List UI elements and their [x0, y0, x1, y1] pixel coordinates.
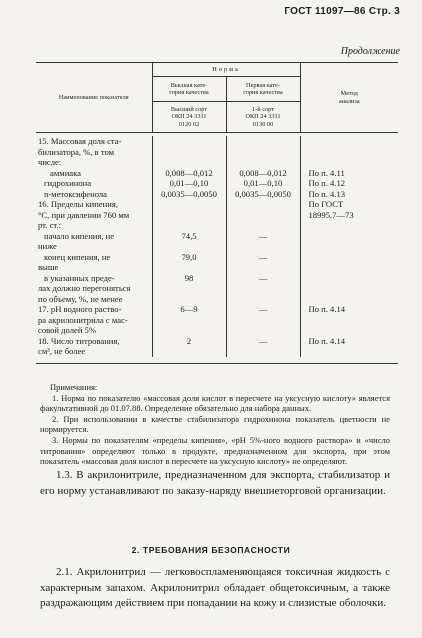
table-row: [36, 157, 398, 168]
cell-norm-first: [226, 241, 300, 252]
cell-norm-first: [226, 199, 300, 210]
cell-norm-highest: [152, 294, 226, 305]
paragraph-2-1: 2.1. Акрилонитрил — легковоспламеняющаяся токсичная жидкость с характерным запахом. Акрилонитрил обладает общетоксичным, а также раздражающим действием при попадании на кожу и слизистые оболочки.: [40, 566, 390, 609]
cell-method: [300, 325, 398, 336]
cell-indicator-name: 17. pH водного раство-: [38, 304, 122, 314]
table-row: [36, 273, 398, 284]
cell-method: [300, 157, 398, 168]
cell-norm-first: —: [226, 252, 300, 263]
grade-highest-okp: Высший сорт ОКП 24 3311 0120 02: [152, 102, 226, 133]
cell-indicator-name: по объему, %, не менее: [38, 293, 123, 304]
cell-method: По п. 4.13: [300, 189, 398, 200]
cell-norm-first: [226, 147, 300, 158]
cell-indicator-name: n-метоксифенола: [44, 188, 107, 199]
table-row: [36, 136, 398, 147]
cell-indicator-name: конец кипения, не: [44, 251, 111, 262]
table-row: [36, 168, 398, 179]
cell-norm-highest: [152, 136, 226, 147]
table-row: [36, 304, 398, 315]
table-row: [36, 147, 398, 158]
cell-indicator-name: гидрохинона: [44, 178, 92, 188]
table-row: [36, 189, 398, 200]
cell-norm-highest: 79,0: [152, 252, 226, 263]
cell-norm-highest: 0,01—0,10: [152, 178, 226, 189]
cell-method: По п. 4.12: [300, 178, 398, 189]
cell-norm-first: [226, 220, 300, 231]
table-row: [36, 210, 398, 221]
section-2-title: 2. ТРЕБОВАНИЯ БЕЗОПАСНОСТИ: [131, 545, 291, 555]
cell-method: По п. 4.14: [300, 336, 398, 347]
cell-indicator-name: ниже: [38, 241, 57, 251]
table-row: [36, 220, 398, 231]
cell-method: [300, 231, 398, 242]
cell-method: [300, 147, 398, 158]
cell-norm-first: —: [226, 231, 300, 242]
note-3: 3. Нормы по показателям «пределы кипения», «pH 5%-ного водного раствора» и «число титрования» определяют только в продукте, предназначенном для экспорта, при этом показатель «массовая доля кислот в пересчете на уксусную кислоту» не определяют.: [40, 434, 390, 467]
cell-indicator-name: выше: [38, 262, 59, 272]
cell-norm-highest: 2: [152, 336, 226, 347]
cell-method: [300, 294, 398, 305]
cell-indicator-name: билизатора, %, в том: [38, 146, 115, 157]
cell-norm-first: 0,01—0,10: [226, 178, 300, 189]
cell-method: [300, 262, 398, 273]
column-header-highest-category: Высшая кате- гория качества: [152, 77, 226, 102]
cell-norm-highest: [152, 199, 226, 210]
table-row: [36, 252, 398, 263]
cell-norm-highest: [152, 220, 226, 231]
note-2: 2. При использовании в качестве стабилизатора гидрохинона показатель цветности не нормируется.: [40, 413, 390, 435]
cell-method: По п. 4.11: [300, 168, 398, 179]
cell-norm-first: [226, 262, 300, 273]
cell-indicator-name: 18. Число титрования,: [38, 335, 120, 346]
cell-indicator-name: ра акрилонитрила с мас-: [38, 314, 128, 325]
table-row: [36, 325, 398, 336]
continuation-label: Продолжение: [340, 46, 400, 57]
cell-norm-highest: [152, 325, 226, 336]
column-header-name: Наименование показателя: [36, 63, 152, 133]
cell-norm-highest: 0,0035—0,0050: [152, 189, 226, 200]
cell-method: [300, 136, 398, 147]
cell-norm-highest: 74,5: [152, 231, 226, 242]
cell-method: [300, 241, 398, 252]
cell-indicator-name: числе:: [38, 157, 62, 167]
cell-norm-highest: [152, 262, 226, 273]
cell-norm-highest: 6—9: [152, 304, 226, 315]
cell-method: [300, 346, 398, 357]
cell-method: [300, 283, 398, 294]
table-row: [36, 283, 398, 294]
note-1: 1. Норма по показателю «массовая доля кислот в пересчете на уксусную кислоту» является факультативной до 01.07.88. Определение обязательно для набора данных.: [40, 392, 390, 414]
cell-method: По ГОСТ: [300, 199, 398, 210]
cell-norm-highest: [152, 210, 226, 221]
column-header-method: Метод анализа: [300, 63, 398, 133]
cell-norm-highest: [152, 157, 226, 168]
notes-title: Примечания:: [50, 382, 98, 392]
table-row: [36, 241, 398, 252]
cell-indicator-name: 15. Массовая доля ста-: [38, 136, 122, 146]
cell-norm-first: [226, 315, 300, 326]
cell-indicator-name: 16. Пределы кипения,: [38, 199, 118, 209]
cell-indicator-name: рт. ст.:: [38, 220, 62, 230]
cell-norm-highest: [152, 283, 226, 294]
table-row: [36, 231, 398, 242]
cell-method: 18995.7—73: [300, 210, 398, 221]
paragraph-1-3: 1.3. В акрилонитриле, предназначенном для экспорта, стабилизатор и его норму устанавливают по заказу-наряду внешнеторговой организации.: [40, 469, 390, 497]
table-row: [36, 294, 398, 305]
specification-table: [36, 62, 398, 363]
column-header-norm: Норма: [152, 63, 300, 77]
cell-norm-first: [226, 346, 300, 357]
table-row: [36, 315, 398, 326]
cell-indicator-name: начало кипения, не: [44, 230, 115, 241]
cell-indicator-name: в указанных преде-: [44, 272, 115, 283]
cell-norm-highest: [152, 241, 226, 252]
table-row: [36, 178, 398, 189]
cell-method: [300, 273, 398, 284]
cell-indicator-name: см³, не более: [38, 346, 86, 356]
cell-norm-first: —: [226, 304, 300, 315]
cell-norm-highest: 0,008—0,012: [152, 168, 226, 179]
cell-norm-first: [226, 157, 300, 168]
cell-method: [300, 220, 398, 231]
column-header-first-category: Первая кате- гория качества: [226, 77, 300, 102]
table-row: [36, 199, 398, 210]
cell-indicator-name: °С, при давлении 760 мм: [38, 209, 130, 220]
cell-norm-first: [226, 294, 300, 305]
table-row: [36, 262, 398, 273]
cell-method: По п. 4.14: [300, 304, 398, 315]
page-header: ГОСТ 11097—86 Стр. 3: [284, 6, 400, 17]
cell-norm-highest: [152, 346, 226, 357]
notes-block: [40, 382, 390, 467]
cell-norm-first: 0,008—0,012: [226, 168, 300, 179]
cell-norm-first: —: [226, 273, 300, 284]
cell-norm-first: [226, 283, 300, 294]
cell-norm-first: —: [226, 336, 300, 347]
cell-norm-highest: [152, 315, 226, 326]
cell-norm-first: [226, 136, 300, 147]
cell-method: [300, 315, 398, 326]
grade-first-okp: 1-й сорт ОКП 24 3311 0130 00: [226, 102, 300, 133]
cell-indicator-name: лах должно перегоняться: [38, 283, 131, 293]
table-row: [36, 346, 398, 357]
cell-norm-first: [226, 325, 300, 336]
cell-norm-first: 0,0035—0,0050: [226, 189, 300, 200]
cell-method: [300, 252, 398, 263]
table-row: [36, 336, 398, 347]
cell-norm-highest: [152, 147, 226, 158]
cell-indicator-name: совой долей 5%: [38, 325, 97, 335]
cell-norm-first: [226, 210, 300, 221]
cell-indicator-name: аммиака: [50, 167, 81, 178]
cell-norm-highest: 98: [152, 273, 226, 284]
